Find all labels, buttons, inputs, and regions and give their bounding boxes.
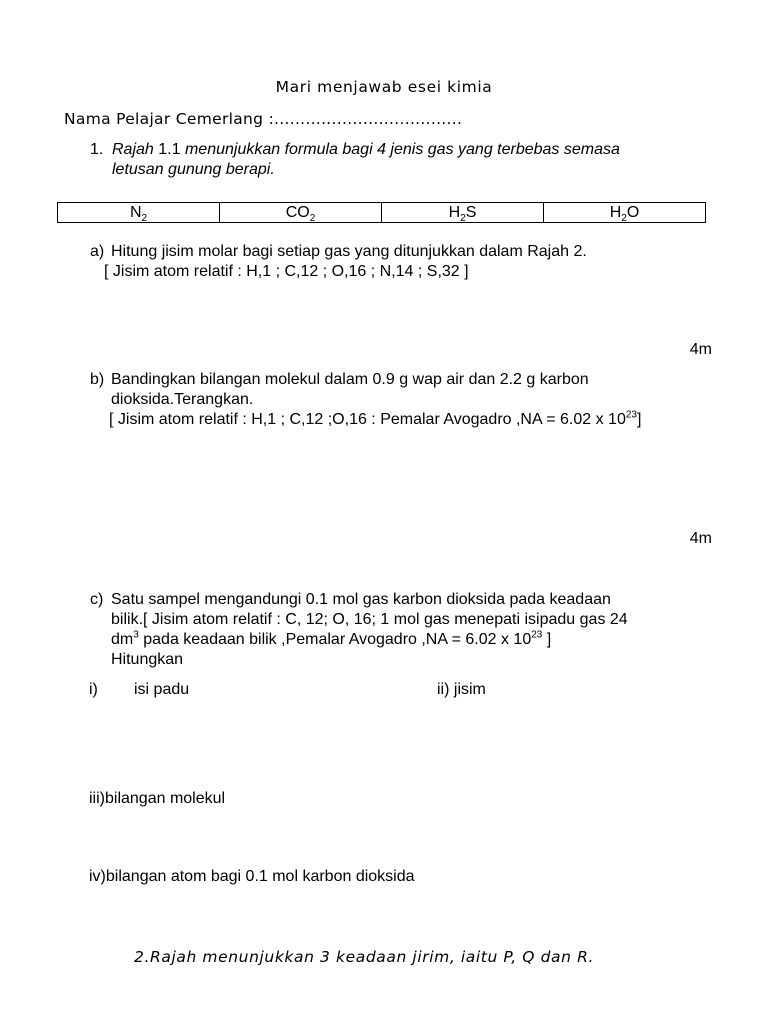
question-1-line-1: [112, 141, 620, 159]
part-c-sub-ii: ii) jisim: [437, 681, 486, 698]
part-c-sub-iii: iii)bilangan molekul: [89, 790, 226, 807]
question-1-number: 1.: [90, 141, 104, 158]
gas-cell-n2: $N_2$: [58, 203, 220, 223]
question-2: 2.Rajah menunjukkan 3 keadaan jirim, iaitu P, Q dan R.: [134, 948, 594, 966]
part-b-line-2: dioksida.Terangkan.: [111, 391, 254, 408]
rajah-number: 1.1: [158, 141, 181, 158]
part-b-marks: 4m: [689, 530, 712, 547]
part-c-line-1: Satu sampel mengandungi 0.1 mol gas karbon dioksida pada keadaan: [111, 591, 611, 608]
part-a-text: Hitung jisim molar bagi setiap gas yang ditunjukkan dalam Rajah 2.: [111, 243, 587, 260]
part-c-line-2: bilik.[ Jisim atom relatif : C, 12; O, 16; 1 mol gas menepati isipadu gas 24: [111, 611, 628, 628]
part-a-marks: 4m: [689, 341, 712, 358]
rajah-word: Rajah: [112, 141, 154, 158]
gas-formula-table: [57, 202, 706, 223]
part-c-sub-iv: iv)bilangan atom bagi 0.1 mol karbon dioksida: [89, 868, 415, 885]
table-row: [58, 203, 706, 223]
question-1-line-2: letusan gunung berapi.: [112, 161, 275, 178]
part-b-line-1: Bandingkan bilangan molekul dalam 0.9 g wap air dan 2.2 g karbon: [111, 371, 589, 388]
part-a-label: a): [90, 243, 105, 260]
part-c-sub-i: isi padu: [134, 681, 190, 698]
part-c-sub-i-label: i): [89, 681, 98, 698]
page-title: Mari menjawab esei kimia: [275, 78, 493, 96]
part-a-data: [ Jisim atom relatif : H,1 ; C,12 ; O,16 ; N,14 ; S,32 ]: [104, 263, 469, 280]
part-b-line-3: [ Jisim atom relatif : H,1 ; C,12 ;O,16 : Pemalar Avogadro ,NA = 6.02 x $10^{23}$]: [109, 409, 642, 428]
part-b-label: b): [90, 371, 105, 388]
part-c-line-4: Hitungkan: [111, 651, 184, 668]
part-c-label: c): [90, 591, 104, 608]
gas-cell-h2s: $H_2S$: [382, 203, 544, 223]
question-1-line-1-text: menunjukkan formula bagi 4 jenis gas yang terbebas semasa: [184, 141, 620, 158]
student-name-field: Nama Pelajar Cemerlang :....................................: [64, 110, 463, 128]
gas-cell-h2o: $H_2O$: [544, 203, 706, 223]
part-c-line-3: $dm^3$ pada keadaan bilik ,Pemalar Avogadro ,NA = 6.02 x $10^{23}$ ]: [111, 629, 552, 648]
gas-cell-co2: $CO_2$: [220, 203, 382, 223]
